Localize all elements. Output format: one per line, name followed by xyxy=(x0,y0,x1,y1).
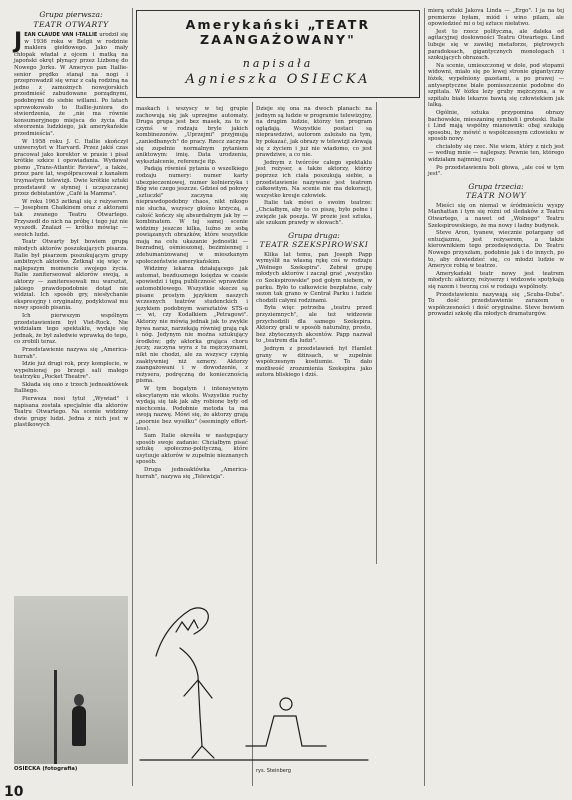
paragraph: Dzieje się ona na dwoch planach: na jednym są ludzie w programie telewizyjny, na drugim ludzie, którzy ten program oglądają. Wszystkie postaci są nieprawdziwi, autorom zależało na tym, by pokazać, jak obrazy w telewizji zlewają się z życiem i już nie wiadomo, co jest prawdziwe, a co nie. xyxy=(256,106,372,159)
column-divider xyxy=(376,102,377,564)
paragraph: W 1958 roku J. C. Itallie skończył uniwersytet w Harvard. Przez jakiś czas pracował jako korektor w prasie i pisał krótkie szkice i opowiadania. Wydawał pismo „Trans-Atlantic Review", a także, przez pare lat, współpracował z kanałem trzynastym telewizji. Dwie krótkie sztuki przedstawił w słynnej i uczęszczanej przez debiutantów „Café la Mamma". xyxy=(14,138,128,198)
paragraph: maskach i wszyscy w tej grupie zachowują się jak uprzejme automaty. Druga grupa jest bez masek, za to w czymś w rodzaju bryle jakich kombinezonów. „Uprzejmi" przyjmują „zaniedbanych" do pracy. Rzecz zaczyna się zupełnie normalnym pytaniem aniktowym: imię. Data urodzenia, wykształcenie, referencje itp. xyxy=(136,106,248,165)
figure-body-stroke xyxy=(180,648,202,746)
column-5 xyxy=(428,8,564,319)
paragraph: Ogólnie, sztuka przypomina obrazy bachowskie, mieszaninę symboli i groteski. Italie i Lind mają wspólny mianownik: obaj szukają sposobu, by mówić o współczesnym człowieku w sposób nowy. xyxy=(428,109,564,143)
paragraph: Jednym z twórców całego spektaklu jest reżyser, a także aktorzy, którzy poprzez ich ciała poszukują siebie, a przedstawienie nazywane jest teatrem całkowitym. Na scenie nie ma dekoracji, wszystko kreuje człowiek. xyxy=(256,159,372,199)
paragraph: Padają równieś pytania o wszelkiego rodzaju numery: numer karty ubezpieczeniowej, numer kolnierzyka i Bóg wie czego jeszcze. Gdzieś od połowy „sztuczki" zaczyna się nieprawdopodobny chaos, nikt nikogo nie słucha, wszyscy głośno krzyczą, a całość kończy się absurdalnym jak by — kombinatem. W tej samej scenie widzimy jeszcze kilka, luźno ze sobą powiązanych obrazków, które wszystkie mają na celu ukazanie jednostki — bezradnej, ośmieszonej, bezimiennej i zdehumanizowanej w mieszkanym społeczeństwie amerykańskim. xyxy=(136,166,248,265)
paragraph: W tym bogatym i intensywnym ekscytanym nie wkoło. Wszystkie ruchy wydają się tak jak aby robione były od niechcenia. Podobnie metoda ta ma swoją nazwę. Mówi się, że aktorzy grają „poornie bez wysiłku" (seemingly effort-less). xyxy=(136,385,248,432)
paragraph: Składa się ono z trzech jednoaktówek Italliego. xyxy=(14,381,128,395)
paragraph: Amerykański teatr nowy jest teatrem młodych: aktorzy, reżyserzy i widzowie spotykają się razem i tworzą coś w rodzaju wspólnoty. xyxy=(428,270,564,290)
ground-stroke xyxy=(246,716,326,746)
paragraph: Sam Italie okreśła w następujący sposób swoje zadanie: Chciałbym pisać sztukę społeczno-polityczną, które usytuuje aktorów w zupełnie nieznanych sposób. xyxy=(136,433,248,466)
steinberg-drawing xyxy=(136,596,372,764)
section-kicker: Grupa druga: xyxy=(288,230,340,240)
paragraph: Jednym z przedstawień był Hamlet grany w dżinsach, w zupełnie współczesnym kostiumie. To dało możliwość zrozumienia Szekspira jako autora bliskiego i dziś. xyxy=(256,346,372,379)
paragraph: Klika lat temu, pan Joseph Papp wymyślił na własną rękę coś w rodzaju „Wolnego Szekspira". Zebrał grupę młodych aktorów i zaczął grać „wszystko co Szekspirowskie" pod gołym niebem, w parku. Było to całkowicie bezpłatne, cały sezon tak grano w Central Parku i ludzie chodzili całymi rodzinami. xyxy=(256,251,372,304)
paragraph: Pierwsza nosi tytuł „Wywiad" i napisana została specjalnie dla aktorów Teatru Otwartego. Na scenie widzimy dwie grupy ludzi. Jedna z nich jest w plastikowych xyxy=(14,396,128,429)
paragraph: Idzie już drugi rok, przy komplecie, w wypełnionej po brzegi sali małego teatrzyku „Pocket Theatre". xyxy=(14,361,128,381)
paragraph: Druga jednoaktówka „America-hurrah", nazywa się „Telewizja". xyxy=(136,467,248,480)
column-1 xyxy=(14,10,128,430)
figure-legs-stroke xyxy=(192,746,214,758)
paragraph: Italie tak mówi o swoim teatrze: „Chciałbym, aby to co piszę, było pełne i zwięzłe jak poezja. W prozie jest sztuka, ale szukam prawdy w słowach". xyxy=(256,200,372,227)
section-kicker: Grupa pierwsza: xyxy=(39,10,103,19)
article-banner xyxy=(136,10,420,98)
paragraph: Steve Aron, tyanew, wiecznie potargany od entuzjazmu, jest reżyserem, a także kierownikiem tego przedsięwzięcia. Do Teatru Nowego przyszłam, podobnie jak i do innych, po to, aby dowiedzieć się, co młodzi ludzie w Ameryce robią w teatrze. xyxy=(428,230,564,270)
paragraph: Przedstawieniu nazywają się „Scuba-Duba". To dość przedstawienie zarazem o współczesności i dość oryginalne. Steve bowiem prowadzi szkołę dla młodych dramaturgów. xyxy=(428,291,564,318)
paragraph: mierą sztuki Jakova Linda — „Ergo". I ja na tej premierze byłam, miód i wino pilam, ale opowiedzieć mi o tej sztuce niełatwo. xyxy=(428,8,564,28)
section-title: TEATR SZEKSPIROWSKI xyxy=(259,239,369,249)
paragraph: Przedstawienie nazywa się „America-hurrah". xyxy=(14,346,128,360)
paragraph: chciałoby się rzec. Nie wiem, który z nich jest — według mnie — najlepszy. Pewnie ten, którego widziałam najmniej razy. xyxy=(428,143,564,164)
column-divider xyxy=(132,8,133,786)
article-title xyxy=(137,18,419,47)
drawing-caption: rys. Steinberg xyxy=(256,768,291,774)
author-photo xyxy=(14,596,128,764)
lead-paragraph xyxy=(14,29,129,138)
paragraph: Teatr Otwarty był bowiem grupą młodych aktorów poszukujących pisarza. Italie był pisarzem poszukującym grupy ambitnych aktorów. Zetknął się więc w najlepszym momencie swojego życia. Italie zaniterseował aktorów swoją, a aktorzy — zaniteresowali mu warsztat, jakiego prawdopodobnie dotąd nie widział. Ich sposób gry, niesłychanie ekspresyjny i oryginalny, podyktował mu nowy sposób pisania. xyxy=(14,239,128,312)
paragraph: W roku 1963 zetknął się z reżyserem — Josephem Chaikinem oraz z aktorami tak zwanego Teatru Otwartego. Przyszedł do nich na próbę i tego już nie wyszedł. Znalazł — krótko mówiąc — swoich ludzi. xyxy=(14,198,128,238)
author-name: Agnieszka OSIECKA xyxy=(185,72,371,87)
flourish-stroke xyxy=(156,608,208,656)
title-line-1: Amerykański „TEATR xyxy=(185,17,371,32)
paragraph: Widzimy lekarza działającego jak automat, bezdusznego księdza w czasie spowiedzi i tępą publiczność wprawdzie automobilowego. Wszystkie skecze są pisane prostym językiem naszych wczesnych teatrów studenckich i językiem podobnym warsztatów STS-u — wi, czy Kodałkiem „Petragowi". Aktorzy nie mówią jednak jak to zwykle bywa naraz, narzekają równiej grają rąk i nóg. Jedynym nie można sztukujący środków; gdy aktorka grająca choru jęczy, zaczyna wyra z tu mężczyznami, nikt nie chodzi, ale za wszyscy czynią zaaktywniej niż szmery. Aktorzy zaangażowani i w dowodzenie, z reżysera, podręczną do koniecznością pisma. xyxy=(136,266,248,385)
drop-cap: J xyxy=(14,29,23,54)
section-kicker: Grupa trzecia: xyxy=(468,181,524,191)
column-3 xyxy=(256,106,372,380)
photo-tree-trunk xyxy=(54,670,57,764)
lead-caps: EAN CLAUDE VAN I-TALLIE xyxy=(24,32,98,38)
paragraph: Na scenie, umieszczonej w dole, pod stopami widowni, miało się po lewej stronie gigantyczny łóżek, wypełniony gazetami, a po prawej — antyseptyczne białe pomieszczenie podobne do szpitala. W łóżku leży gruby mężczyzna, a w szpitalu białe lekarze bawią się człowiekiem jak lalką. xyxy=(428,62,564,109)
page-number: 10 xyxy=(4,784,24,800)
paragraph: Mieści się on niemal w śródmieściu wyspy Manhattan i tym się różni od śledaków z Teatru Otwartego, a nawet od „Wolnego" Teatru Szekspirowskiego, że ma nowy i ładny budynek. xyxy=(428,202,564,229)
column-2 xyxy=(136,106,248,481)
column-divider xyxy=(424,8,425,786)
section-title: TEATR OTWARTY xyxy=(33,20,109,29)
byline: napisała xyxy=(242,57,314,70)
photo-figure xyxy=(72,706,86,746)
title-line-2: ZAANGAŻOWANY" xyxy=(199,32,357,47)
photo-figure-head xyxy=(74,694,84,706)
paragraph: urodził się w 1936 roku w Belgii w rodzinie maklera giełdowego. Jako mały chłopak władał z ojcem i matką na japoński okręt płynący przez Lizbonę do Nowego Jorku. W Ameryce pan Itallie-senior prędko stanął na nogi i przeprowadził się wraz z całą rodziną na jedno z zamożnych nowojorskich przedmieść zabudowane porządnymi, podobnymi do siebie willami. Po latach sprowokowało to Itallie-juniora do stwierdzenia, że „nie ma równie konsumeryjnego miejsca do życia dla stworzenia ludzkiego, jak amerykańskie przedmieścia". xyxy=(14,32,129,137)
ball-stroke xyxy=(280,698,292,710)
paragraph: Jest to rzecz polityczna, ale daleka od agitacyjnej dosłowności Teatru Otwartego. Lind lubuje się w zawiłej metaforze, piętrowych paradoksach, gigantycznych monologach i szokujących obrazach. xyxy=(428,28,564,62)
paragraph: Po przedstawieniu boli głowa, „ale coś w tym jest". xyxy=(428,164,564,178)
paragraph: Była więc potrzeba „teatru przed przyziemnych", ale też widzowie przychodzili dla samego Szekspira. Aktorzy grali w sposób naturalny, prosto, bez zbytecznych akcentów. Papp nazwał to „teatrem dla ludzi". xyxy=(256,305,372,345)
paragraph: Ich pierwszym wspólnym przedstawieniem był Viet-Rock. Nie widziałam tego spektaklu, wydaje się jednak, że był zaledwie wprawką do tego, co zrobili teraz. xyxy=(14,312,128,346)
section-title: TEATR NOWY xyxy=(465,190,527,200)
zigzag-stroke xyxy=(176,620,198,632)
photo-caption: OSIECKA (fotografia) xyxy=(14,766,78,772)
